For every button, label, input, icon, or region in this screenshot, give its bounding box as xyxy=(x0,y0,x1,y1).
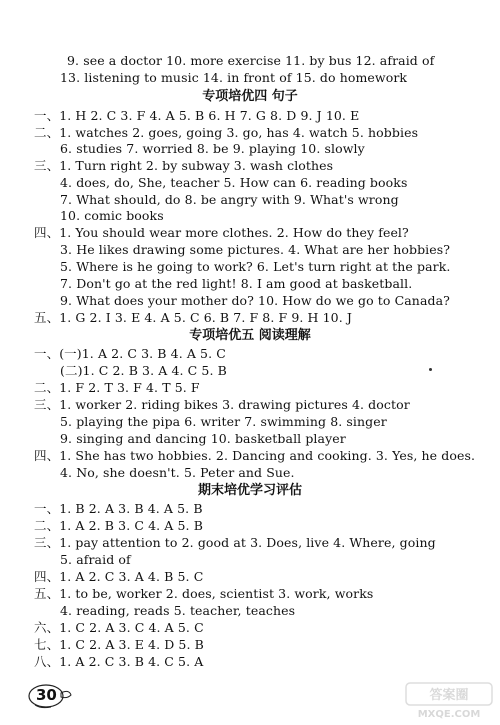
answer-line: 9. see a doctor 10. more exercise 11. by bus 12. afraid of xyxy=(67,53,435,68)
answer-line: 二、1. A 2. B 3. C 4. A 5. B xyxy=(34,518,203,533)
answer-line: 五、1. to be, worker 2. does, scientist 3. work, works xyxy=(34,586,374,601)
answer-line: 二、1. F 2. T 3. F 4. T 5. F xyxy=(34,380,200,395)
watermark-logo xyxy=(404,681,494,721)
page-number: 30 xyxy=(36,686,57,704)
answer-line: 4. does, do, She, teacher 5. How can 6. reading books xyxy=(60,175,408,190)
answer-line: 13. listening to music 14. in front of 15. do homework xyxy=(60,70,408,85)
answer-line: 5. playing the pipa 6. writer 7. swimming 8. singer xyxy=(60,414,387,429)
answer-line: 三、1. Turn right 2. by subway 3. wash clothes xyxy=(34,158,334,173)
section-heading: 专项培优四 句子 xyxy=(202,89,298,104)
answer-line: 9. What does your mother do? 10. How do we go to Canada? xyxy=(60,293,450,308)
answer-line: 一、(一)1. A 2. C 3. B 4. A 5. C xyxy=(34,346,226,361)
answer-line: 7. What should, do 8. be angry with 9. What's wrong xyxy=(60,192,399,207)
answer-line: 四、1. A 2. C 3. A 4. B 5. C xyxy=(34,569,204,584)
answer-line: 10. comic books xyxy=(60,208,164,223)
answer-line: 7. Don't go at the red light! 8. I am good at basketball. xyxy=(60,276,413,291)
answer-line: 四、1. You should wear more clothes. 2. How do they feel? xyxy=(34,225,409,240)
answer-line: 二、1. watches 2. goes, going 3. go, has 4. watch 5. hobbies xyxy=(34,125,419,140)
answer-line: 三、1. pay attention to 2. good at 3. Does, live 4. Where, going xyxy=(34,535,436,550)
answer-line: 三、1. worker 2. riding bikes 3. drawing pictures 4. doctor xyxy=(34,397,410,412)
page-number-badge xyxy=(27,681,73,711)
svg-text:MXQE.COM: MXQE.COM xyxy=(417,709,481,720)
answer-line: 6. studies 7. worried 8. be 9. playing 10. slowly xyxy=(60,141,365,156)
answer-line: 六、1. C 2. A 3. C 4. A 5. C xyxy=(34,620,204,635)
answer-line: 五、1. G 2. I 3. E 4. A 5. C 6. B 7. F 8. F 9. H 10. J xyxy=(34,310,352,325)
answer-line: 四、1. She has two hobbies. 2. Dancing and cooking. 3. Yes, he does. xyxy=(34,448,476,463)
section-heading: 期末培优学习评估 xyxy=(197,483,302,498)
answer-line: (二)1. C 2. B 3. A 4. C 5. B xyxy=(60,363,227,378)
stray-dot xyxy=(429,368,432,371)
answer-line: 5. afraid of xyxy=(60,552,131,567)
answer-line: 3. He likes drawing some pictures. 4. What are her hobbies? xyxy=(60,242,451,257)
answer-line: 4. No, she doesn't. 5. Peter and Sue. xyxy=(60,465,295,480)
answer-line: 一、1. H 2. C 3. F 4. A 5. B 6. H 7. G 8. D 9. J 10. E xyxy=(34,108,360,123)
svg-text:答案圈: 答案圈 xyxy=(429,688,469,703)
answer-line: 5. Where is he going to work? 6. Let's turn right at the park. xyxy=(60,259,451,274)
section-heading: 专项培优五 阅读理解 xyxy=(189,328,311,343)
answer-line: 七、1. C 2. A 3. E 4. D 5. B xyxy=(34,637,204,652)
answer-line: 一、1. B 2. A 3. B 4. A 5. B xyxy=(34,501,203,516)
answer-line: 八、1. A 2. C 3. B 4. C 5. A xyxy=(34,654,204,669)
answer-line: 9. singing and dancing 10. basketball player xyxy=(60,431,346,446)
answer-line: 4. reading, reads 5. teacher, teaches xyxy=(60,603,296,618)
